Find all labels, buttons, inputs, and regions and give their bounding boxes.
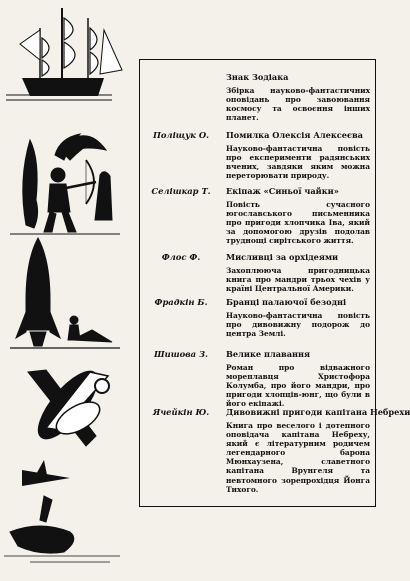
book-title: Знак Зодіака	[226, 72, 289, 82]
book-title: Бранці палаючої безодні	[226, 297, 347, 307]
book-description: Захоплююча пригодницька книга про мандри трьох чехів у країні Центральної Америки.	[226, 266, 370, 294]
boat-icon	[4, 496, 120, 562]
catalog-entry	[226, 407, 410, 494]
catalog-entry	[226, 130, 370, 180]
rocket-icon	[10, 238, 120, 348]
book-title: Екіпаж «Синьої чайки»	[226, 186, 339, 196]
book-title: Мисливці за орхідеями	[226, 252, 339, 262]
author-name: Фрадкін Б.	[154, 297, 208, 307]
book-description: Повість сучасного югославського письменника про пригоди хлопчика Іва, який за допомогою друзів подолав труднощі сирітського життя.	[226, 200, 370, 246]
author-name: Поліщук О.	[152, 130, 210, 140]
author-name: Флос Ф.	[161, 252, 201, 262]
author-name: Ячейкін Ю.	[152, 407, 210, 417]
catalog-entry	[226, 186, 370, 245]
author-name: Шишова З.	[154, 349, 208, 359]
archer-icon	[10, 134, 120, 234]
ornament-icon	[22, 460, 70, 486]
catalog-entry	[226, 297, 370, 338]
book-description: Збірка науково-фантастичних оповідань про завоювання космосу та освоєння інших планет.	[226, 86, 370, 123]
catalog-entry	[226, 252, 370, 293]
airplane-icon	[28, 363, 109, 448]
catalog-entry	[226, 72, 370, 122]
sailing-ship-icon	[6, 8, 122, 100]
author-name: Селішкар Т.	[151, 186, 211, 196]
book-description: Науково-фантастична повість про дивовижну подорож до центра Землі.	[226, 311, 370, 339]
book-description: Роман про відважного мореплавця Христофора Колумба, про його мандри, про пригоди хлопців-юнг, що були в його екіпажі.	[226, 363, 370, 409]
book-title: Дивовижні пригоди капітана Небрехи	[226, 407, 410, 417]
book-title: Велике плавання	[226, 349, 311, 359]
catalog-entry	[226, 349, 370, 408]
book-description: Книга про веселого і дотепного оповідача капітана Небреху, який є літературним родичем легендарного барона Мюнхаузена, славетного капітана Врунгеля та невтомного зорепрохідця Йонга Тихого.	[226, 421, 370, 494]
book-description: Науково-фантастична повість про експерименти радянських вчених, завдяки яким можна переторювати природу.	[226, 144, 370, 181]
book-title: Помилка Олексія Алексеєва	[226, 130, 363, 140]
illustration-column	[0, 0, 130, 581]
